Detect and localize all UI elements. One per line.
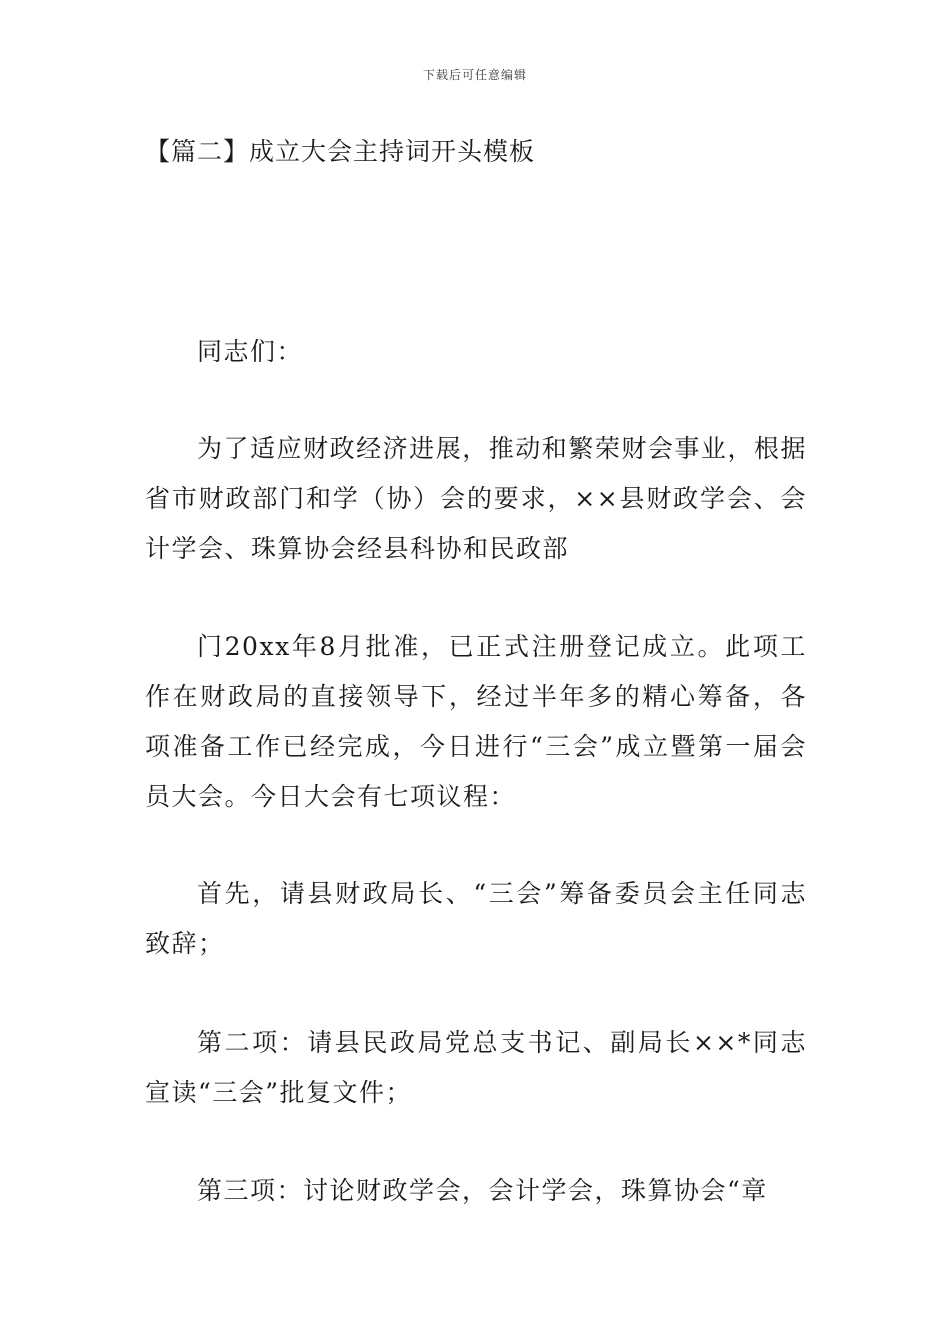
body-paragraph-1: 为了适应财政经济进展，推动和繁荣财会事业，根据省市财政部门和学（协）会的要求，××县财政学会、会计学会、珠算协会经县科协和民政部 [145,434,807,563]
document-title: 【篇二】成立大会主持词开头模板 [145,137,536,166]
body-paragraph-5: 第三项：讨论财政学会，会计学会，珠算协会“章 [197,1176,768,1205]
greeting-paragraph: 同志们： [197,337,304,366]
header-note: 下载后可任意编辑 [422,68,527,82]
body-paragraph-3: 首先，请县财政局长、“三会”筹备委员会主任同志致辞； [145,879,807,958]
body-paragraph-2: 门20xx年8月批准，已正式注册登记成立。此项工作在财政局的直接领导下，经过半年多的精心筹备，各项准备工作已经完成，今日进行“三会”成立暨第一届会员大会。今日大会有七项议程： [145,632,807,811]
body-paragraph-4: 第二项：请县民政局党总支书记、副局长××*同志宣读“三会”批复文件； [145,1028,807,1107]
